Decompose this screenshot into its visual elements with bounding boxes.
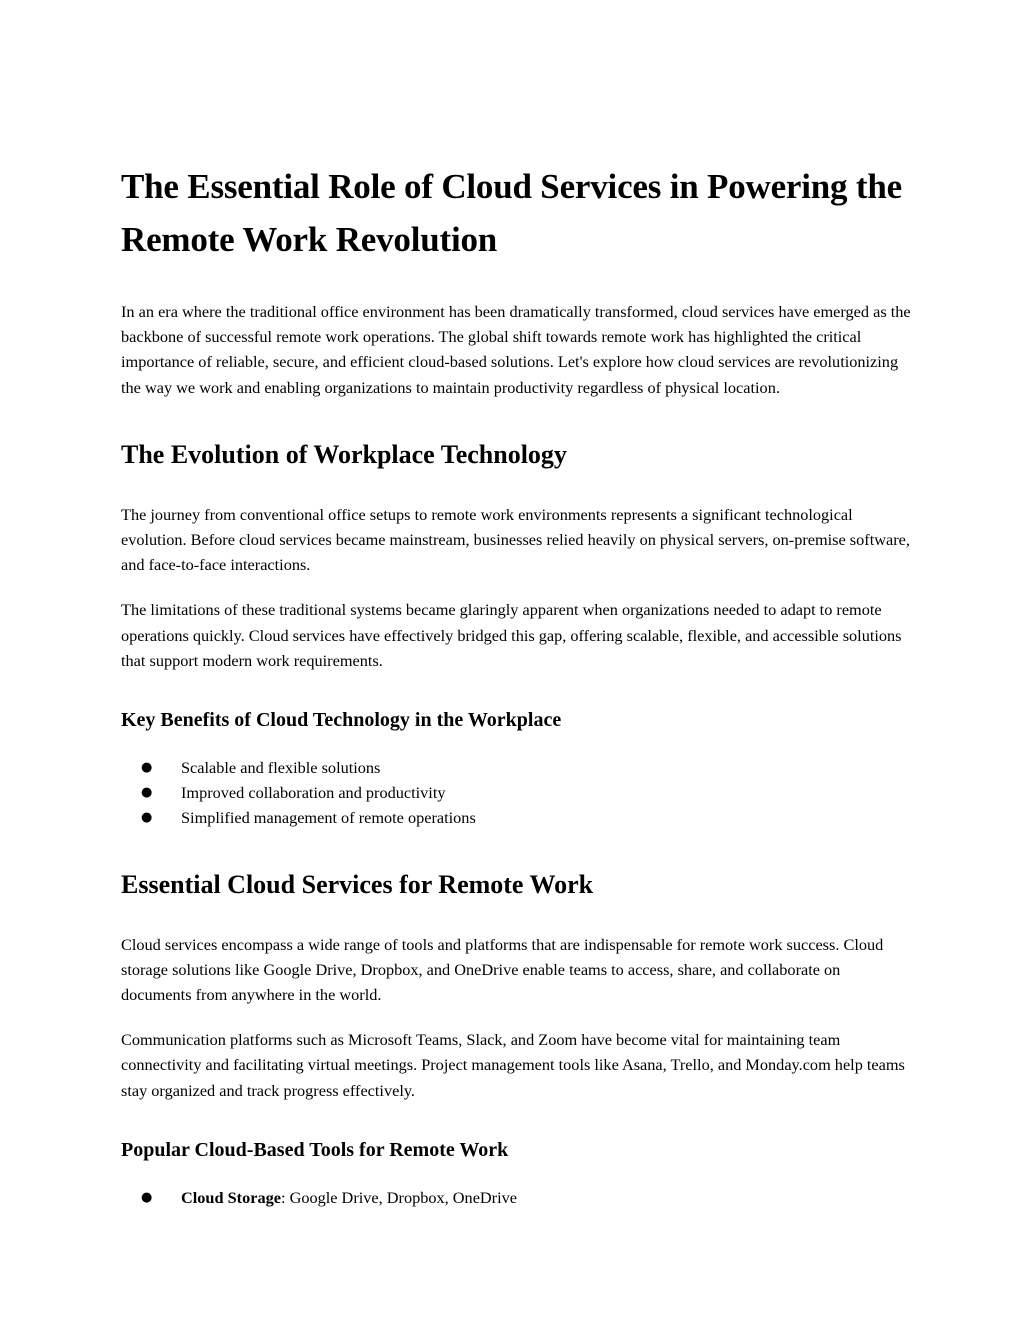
bullet-icon: ● [141,760,153,776]
list-item [121,755,911,780]
list-item [121,1185,911,1210]
list-item-label: Cloud Storage [181,1187,281,1207]
benefits-list [121,755,911,831]
document-page [121,160,911,1210]
paragraph: Cloud services encompass a wide range of tools and platforms that are indispensable for remote work success. Cloud storage solutions like Google Drive, Dropbox, and OneDrive enable teams to access, share, and collaborate on documents from anywhere in the world. [121,934,884,1005]
list-item-text: : Google Drive, Dropbox, OneDrive [280,1187,517,1207]
bullet-icon: ● [141,810,153,826]
tools-list [121,1185,911,1210]
subheading-popular-tools: Popular Cloud-Based Tools for Remote Work [121,1138,509,1161]
list-item-text: Improved collaboration and productivity [181,783,446,803]
paragraph: The journey from conventional office setups to remote work environments represents a significant technological evolution. Before cloud services became mainstream, businesses relied heavily on physical servers, on-premise software, and face-to-face interactions. [121,504,910,575]
paragraph: Communication platforms such as Microsoft Teams, Slack, and Zoom have become vital for maintaining team connectivity and facilitating virtual meetings. Project management tools like Asana, Trello, and Monday.com help teams stay organized and track progress effectively. [121,1030,905,1100]
bullet-icon: ● [141,785,153,801]
subheading-key-benefits: Key Benefits of Cloud Technology in the Workplace [121,709,562,732]
paragraph: The limitations of these traditional systems became glaringly apparent when organizations needed to adapt to remote operations quickly. Cloud services have effectively bridged this gap, offering scalable, flexible, and accessible solutions that support modern work requirements. [121,600,902,670]
document-title: The Essential Role of Cloud Services in Powering the Remote Work Revolution [121,167,902,259]
intro-paragraph: In an era where the traditional office environment has been dramatically transformed, cloud services have emerged as the backbone of successful remote work operations. The global shift towards remote work has highlighted the critical importance of reliable, secure, and efficient cloud-based solutions. Let's explore how cloud services are revolutionizing the way we work and enabling organizations to maintain productivity regardless of physical location. [121,302,911,397]
list-item [121,805,911,830]
section-heading-evolution: The Evolution of Workplace Technology [121,439,567,469]
list-item-text: Simplified management of remote operations [181,808,476,828]
bullet-icon: ● [141,1189,153,1205]
list-item-text: Scalable and flexible solutions [181,758,381,778]
list-item [121,780,911,805]
section-heading-essential-services: Essential Cloud Services for Remote Work [121,869,594,899]
